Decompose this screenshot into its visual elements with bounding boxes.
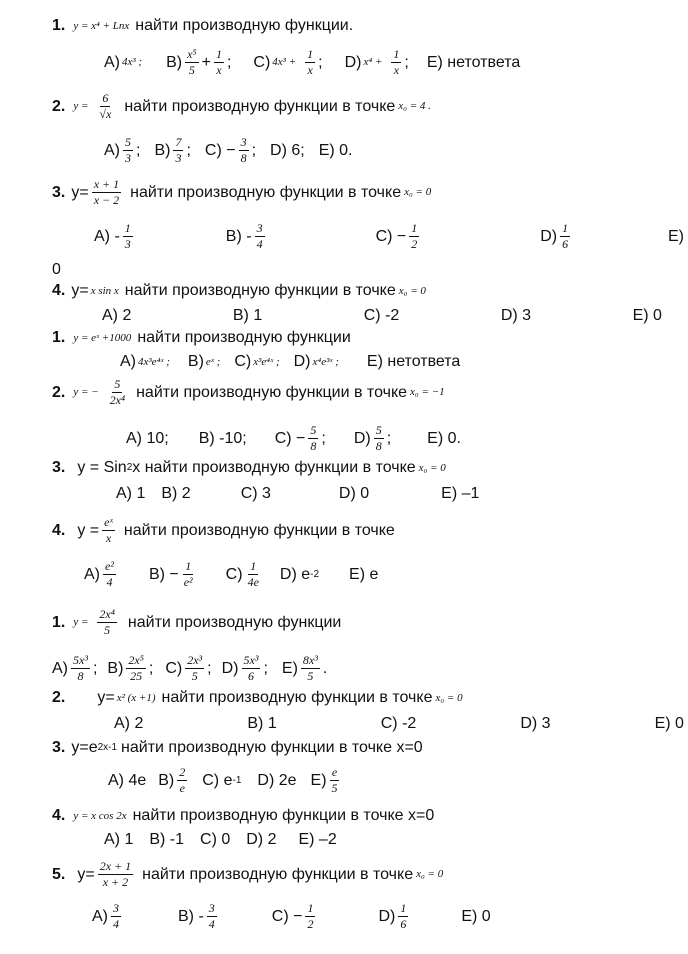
point-value: x₀ = 0 [416,868,444,881]
option-label: A) [84,565,100,583]
b1-q4 [52,283,429,299]
option-label: D) [353,429,371,447]
option-label: B) [166,53,183,71]
b2-q2-options: A) 10; B) -10; C) − $\frac{5}{8}$ ; D) $\frac{5}{8}$ ; E) 0. [126,423,461,454]
option-b: B) 1 [232,307,263,324]
option-a: A) 2 [102,307,132,324]
question-number: 1. [52,17,66,34]
question-text: найти производную функции [127,613,342,631]
option-label: E) 0. [318,141,353,159]
option-label: A) [120,353,136,370]
b1-q2 [52,92,434,121]
option-label: A) [104,53,120,71]
function-fraction: $\frac{2x + 1}{x + 2}$ [99,859,132,890]
point-value: x₀ = 0 [418,461,446,474]
question-number: 3. [52,183,66,201]
question-text: найти производную функции в точке [124,282,396,299]
option-label: A) [52,659,68,677]
option-fraction: $\frac{1}{x}$ [393,47,400,78]
question-text: найти производную функции в точке [130,183,402,201]
question-number: 5. [52,865,66,883]
function-lhs: y=e [71,739,98,756]
option-label: C) [165,659,183,677]
option-label: A) - [94,227,120,245]
b2-q1-options: A) 4x³e⁴ˣ ; B) eˣ ; C) x³e⁴ˣ ; D) x⁴e³ˣ ; E) нетответа [120,353,461,370]
point-value: x₀ = 0 [404,186,432,199]
b2-q1 [52,330,351,346]
function-lhs: y= [71,183,89,201]
option-c: C) -2 [363,307,400,324]
b3-q5 [52,860,446,889]
question-number: 4. [52,521,66,539]
question-text: x найти производную функции в точке [132,459,416,476]
option-label: D) [293,353,311,370]
b3-q2-options [114,716,684,732]
b3-q1-options: A) $\frac{\text{5x³}}{8}$ ; B) $\frac{\text{2x⁵}}{25}$ ; C) $\frac{\text{2x³}}{5}$ ; D) $\frac{\text{5x³}}{6}$ ; E) $\frac{\text{8x³}}{5}$ . [52,653,328,684]
option-label: D) 6; [270,141,305,159]
question-text: найти производную функции в точке x=0 [121,739,423,756]
option-label: E) [668,227,684,245]
question-text: найти производную функции в точке [142,865,414,883]
option-label: C) − [204,141,236,159]
b1-q3 [52,178,434,207]
b3-q5-options: A) $\frac{3}{4}$ B) - $\frac{3}{4}$ C) − $\frac{1}{2}$ D) $\frac{1}{6}$ E) 0 [92,901,491,932]
option-label: A) [104,141,120,159]
b3-q1 [52,608,341,637]
option-fraction: $\frac{\text{x⁵}}{5}$ [187,47,197,78]
function-lhs: y= [97,689,115,706]
exponent: 2 [126,462,133,473]
b2-q4-options: A) $\frac{\text{e²}}{4}$ B) − $\frac{1}{\text{e²}}$ C) $\frac{1}{4e}$ D) e -2 E) e [84,559,379,590]
option-fraction: $\frac{1}{x}$ [215,47,222,78]
option-label: A) 4e [108,771,147,789]
option-label: C) [225,565,243,583]
function-expression: y = eˣ +1000 [73,331,132,344]
option-c: C) 3 [240,485,271,502]
option-label: D) [221,659,239,677]
option-label: E) 0 [461,907,491,925]
option-a: A) 2 [114,715,144,732]
b3-q3 [52,740,423,756]
b1-q4-options [102,308,662,324]
function-lhs: y = Sin [77,459,127,476]
function-fraction: $\frac{x + 1}{x - 2}$ [93,177,120,208]
option-label: C) − [375,227,407,245]
function-expression: y = x⁴ + Lnx [73,19,130,32]
function-expression: x² (x +1) [116,691,156,704]
option-label: C) [234,353,252,370]
option-a: A) 1 [116,485,146,502]
option-label: C) e [202,771,233,789]
option-label: E) e [349,565,379,583]
function-fraction: $\frac{\text{2x⁴}}{5}$ [99,607,115,638]
option-a: A) 1 [104,831,134,848]
option-d: D) 3 [520,715,551,732]
b2-q2 [52,378,448,407]
function-lhs: y = [73,616,89,629]
question-number: 3. [52,739,66,756]
option-fraction: $\frac{1}{x}$ [307,47,314,78]
option-label: E) нетответа [426,53,521,71]
function-expression: y = [73,100,89,113]
function-lhs: y = − [73,386,99,399]
question-text: найти производную функции в точке [136,383,408,401]
option-label: C) [253,53,271,71]
option-label: A) 10; [126,429,169,447]
function-lhs: y= [71,282,89,299]
option-label: E) 0. [427,429,461,447]
question-text: найти производную функции [137,329,351,346]
option-e: E) –1 [441,485,480,502]
option-label: D) 2e [257,771,297,789]
function-lhs: y= [77,865,95,883]
option-e: E) –2 [298,831,337,848]
option-label: D) [378,907,396,925]
function-lhs: y = [77,521,100,539]
point-value: x₀ = 0 [435,691,463,704]
b3-q4-options [104,832,337,848]
b3-q2 [52,690,466,706]
option-label: A) [92,907,108,925]
question-number: 2. [52,689,66,706]
question-text: найти производную функции в точке x=0 [132,807,435,824]
option-label: C) − [274,429,306,447]
b1-q2-options: A) $\frac{5}{3}$ ; B) $\frac{7}{3}$ ; C) − $\frac{3}{8}$ ; D) 6; E) 0. [104,135,353,166]
option-label: B) [107,659,124,677]
function-expression: y = x cos 2x [73,809,127,822]
option-c: C) 0 [200,831,231,848]
b1-q1 [52,18,353,34]
question-text: найти производную функции в точке [123,521,395,539]
question-text: найти производную функции в точке [161,689,433,706]
option-b: B) -1 [149,831,185,848]
b1-q1-options: A) 4x³ ; B) $\frac{\text{x⁵}}{5}$ + $\frac{1}{x}$ ; C) 4x³ + $\frac{1}{x}$ ; D) x⁴ + $\frac{1}{x}$ ; E) нетответа [104,47,521,78]
question-number: 1. [52,613,66,631]
option-label: E) нетответа [366,353,461,370]
option-label: D) [540,227,558,245]
option-label: B) − [148,565,179,583]
function-fraction: $\frac{6}{√x}$ [99,91,112,122]
option-c: C) -2 [380,715,417,732]
function-fraction: $\frac{\text{eˣ}}{x}$ [104,515,113,546]
b1-q3-wrap: 0 [52,261,61,278]
option-label: B) [154,141,171,159]
option-label: B) - [178,907,204,925]
question-number: 3. [52,459,66,476]
question-text: найти производную функции. [135,17,354,34]
option-value: 4x³ ; [122,56,143,69]
function-expression: x sin x [90,284,119,297]
option-label: B) -10; [198,429,247,447]
exponent: 2x-1 [97,742,118,753]
question-number: 4. [52,807,66,824]
option-label: C) − [271,907,303,925]
option-d: D) 2 [246,831,277,848]
option-label: E) [281,659,298,677]
option-label: B) - [225,227,252,245]
option-b: B) 2 [161,485,191,502]
question-text: найти производную функции в точке [124,97,396,115]
point-value: x₀ = −1 [410,386,445,399]
option-e: E) 0 [632,307,662,324]
b2-q3-options [116,486,479,502]
option-label: B) [187,353,204,370]
point-value: x₀ = 4 . [398,100,431,113]
option-b: B) 1 [247,715,277,732]
b2-q4 [52,516,395,545]
b1-q3-options: A) - $\frac{1}{3}$ B) - $\frac{3}{4}$ C) − $\frac{1}{2}$ D) $\frac{1}{6}$ E) [94,221,684,252]
b3-q3-options: A) 4e B) $\frac{2}{e}$ C) e -1 D) 2e E) $\frac{e}{5}$ [108,765,338,796]
b3-q4 [52,808,434,824]
point-value: x₀ = 0 [398,284,426,297]
option-label: D) [344,53,362,71]
option-label: E) [310,771,327,789]
function-fraction: $\frac{5}{\text{2x⁴}}$ [109,377,126,408]
option-label: D) e [279,565,311,583]
option-label: B) [158,771,175,789]
option-d: D) 0 [338,485,370,502]
b2-q3 [52,460,449,476]
question-number: 4. [52,282,66,299]
option-e: E) 0 [654,715,684,732]
option-d: D) 3 [500,307,532,324]
question-number: 2. [52,383,66,401]
question-number: 2. [52,97,66,115]
question-number: 1. [52,329,66,346]
